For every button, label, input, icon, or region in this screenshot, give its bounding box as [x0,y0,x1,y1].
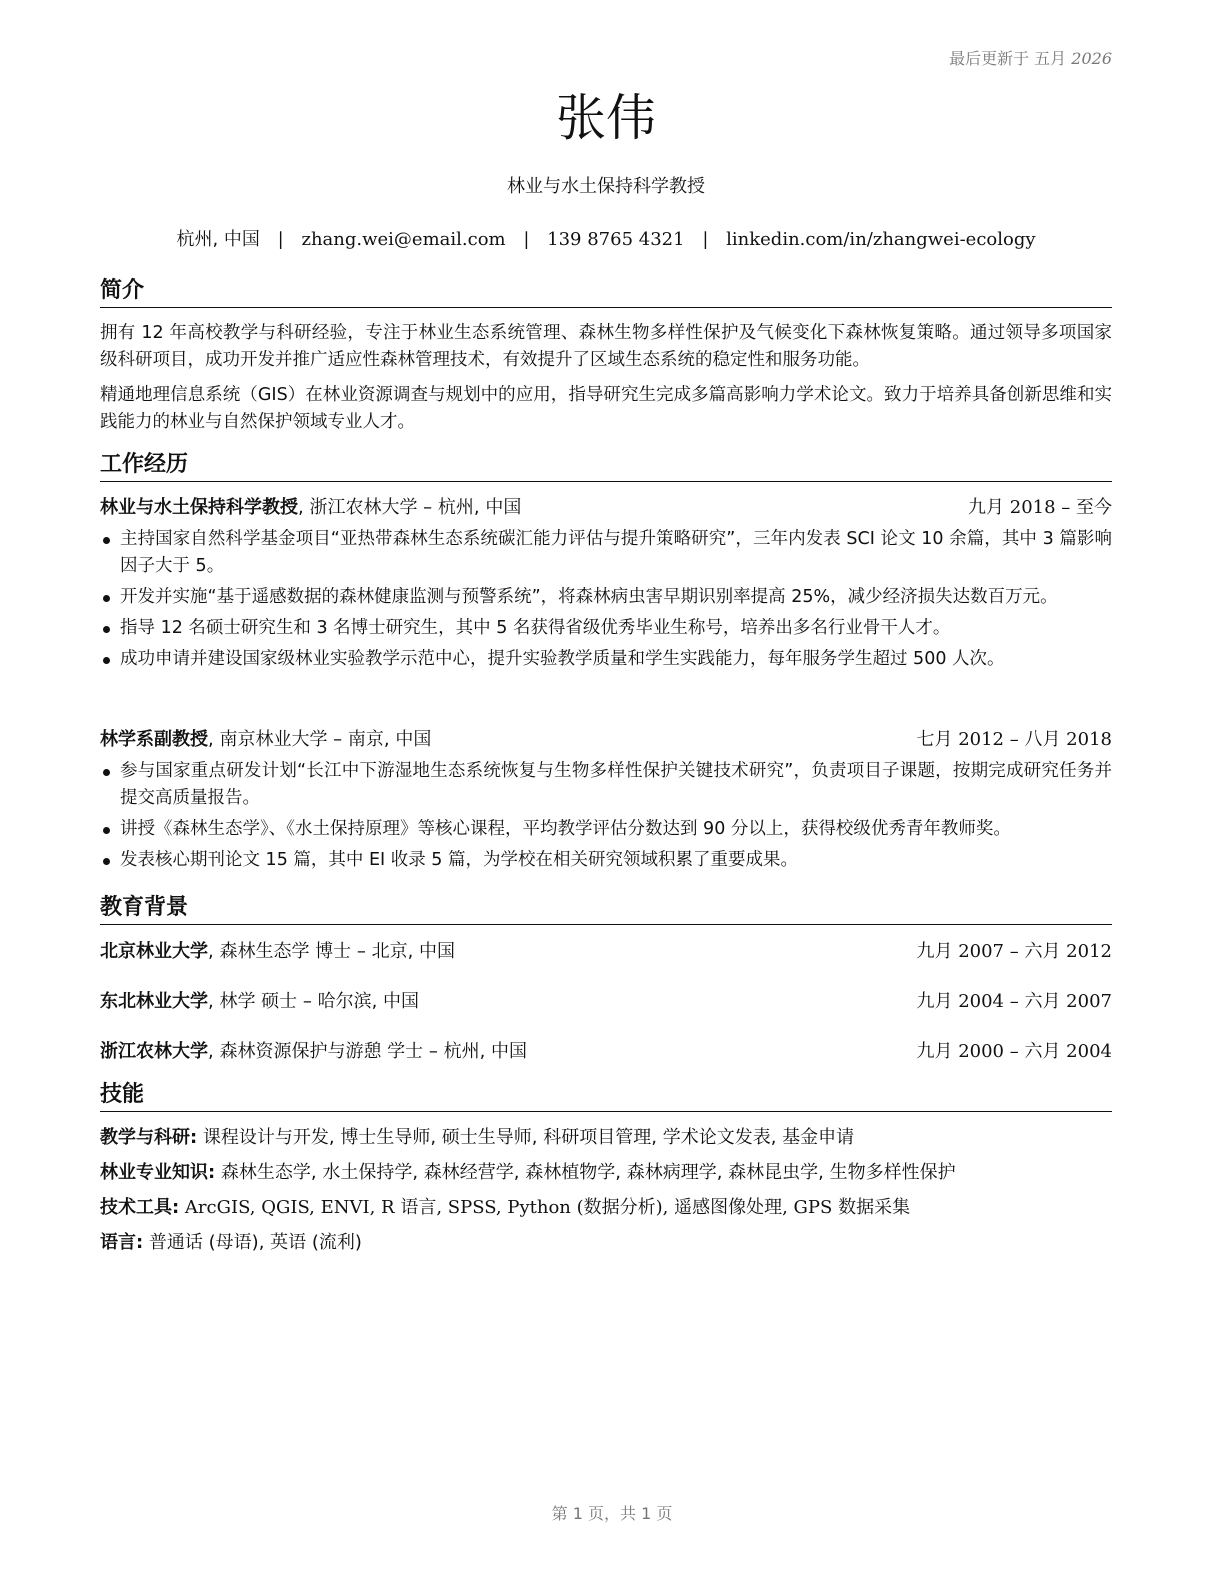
last-updated [949,46,1112,69]
skill-label: 语言: [100,1232,144,1253]
skill-value: 课程设计与开发, 博士生导师, 硕士生导师, 科研项目管理, 学术论文发表, 基金申请 [197,1127,855,1148]
job-bullet [100,646,1112,673]
job-bullets [100,526,1112,677]
education-school-detail [100,939,455,965]
skill-label: 林业专业知识: [100,1162,216,1183]
job-role: 林业与水土保持科学教授 [100,497,298,518]
job-bullet-text: 发表核心期刊论文 15 篇，其中 EI 收录 5 篇，为学校在相关研究领域积累了重要成果。 [120,850,798,870]
bullet-dot [103,827,110,834]
education-school-detail [100,1039,527,1065]
education-dates: 九月 2007 – 六月 2012 [916,941,1112,962]
contact-line [100,225,1112,251]
section-title-education: 教育背景 [100,894,1112,925]
education-item [100,1039,1112,1065]
bullet-dot [103,769,110,776]
job-bullet [100,615,1112,642]
education-item [100,989,1112,1015]
page-number: 第 1 页，共 1 页 [551,1504,673,1523]
job-bullet [100,758,1112,812]
education-school: 浙江农林大学 [100,1041,208,1062]
education-school: 东北林业大学 [100,991,208,1012]
bullet-dot [103,626,110,633]
job-dates: 七月 2012 – 八月 2018 [916,729,1112,750]
education-school-detail [100,989,419,1015]
contact-email-link[interactable]: zhang.wei@email.com [301,229,506,250]
section-title-summary: 简介 [100,277,1112,308]
contact-linkedin-link[interactable]: linkedin.com/in/zhangwei-ecology [726,229,1036,250]
skill-value: 森林生态学, 水土保持学, 森林经营学, 森林植物学, 森林病理学, 森林昆虫学, 生物多样性保护 [215,1162,956,1183]
education-detail: , 森林资源保护与游憩 学士 – 杭州, 中国 [208,1041,528,1062]
job-header [100,495,1112,521]
job-header [100,727,1112,753]
job-role-org [100,495,521,521]
skill-line [100,1195,1112,1221]
last-updated-prefix: 最后更新于 五月 [949,49,1067,68]
education-dates: 九月 2000 – 六月 2004 [916,1041,1112,1062]
job-bullet-text: 参与国家重点研发计划“长江中下游湿地生态系统恢复与生物多样性保护关键技术研究”，负责项目子课题，按期完成研究任务并提交高质量报告。 [120,761,1112,808]
job-bullet-text: 开发并实施“基于遥感数据的森林健康监测与预警系统”，将森林病虫害早期识别率提高 25%，减少经济损失达数百万元。 [120,587,1058,607]
job-bullet-text: 讲授《森林生态学》、《水土保持原理》等核心课程，平均教学评估分数达到 90 分以上，获得校级优秀青年教师奖。 [120,819,1011,839]
section-title-experience: 工作经历 [100,451,1112,482]
summary-paragraph: 拥有 12 年高校教学与科研经验，专注于林业生态系统管理、森林生物多样性保护及气候变化下森林恢复策略。通过领导多项国家级科研项目，成功开发并推广适应性森林管理技术，有效提升了区域生态系统的稳定性和服务功能。 [100,323,1112,370]
education-school: 北京林业大学 [100,941,208,962]
job-role-org [100,727,431,753]
candidate-name: 张伟 [556,89,656,147]
bullet-dot [103,595,110,602]
job-role: 林学系副教授 [100,729,208,750]
education-detail: , 森林生态学 博士 – 北京, 中国 [208,941,456,962]
job-bullet [100,526,1112,580]
contact-separator: | [277,229,284,250]
education-dates: 九月 2004 – 六月 2007 [916,991,1112,1012]
job-org: , 南京林业大学 – 南京, 中国 [208,729,432,750]
job-bullet-text: 主持国家自然科学基金项目“亚热带森林生态系统碳汇能力评估与提升策略研究”，三年内发表 SCI 论文 10 余篇，其中 3 篇影响因子大于 5。 [120,529,1112,576]
contact-phone: 139 8765 4321 [547,229,685,250]
education-detail: , 林学 硕士 – 哈尔滨, 中国 [208,991,420,1012]
section-title-skills: 技能 [100,1081,1112,1112]
bullet-dot [103,657,110,664]
summary-paragraph: 精通地理信息系统（GIS）在林业资源调查与规划中的应用，指导研究生完成多篇高影响力学术论文。致力于培养具备创新思维和实践能力的林业与自然保护领域专业人才。 [100,385,1112,432]
skill-line [100,1160,1112,1186]
skill-label: 技术工具: [100,1197,180,1218]
contact-separator: | [702,229,709,250]
skill-line [100,1230,1112,1256]
job-bullets [100,758,1112,878]
last-updated-year: 2026 [1071,49,1112,68]
skill-line [100,1125,1112,1151]
bullet-dot [103,858,110,865]
candidate-headline: 林业与水土保持科学教授 [507,176,705,197]
contact-separator: | [523,229,530,250]
job-bullet-text: 指导 12 名硕士研究生和 3 名博士研究生，其中 5 名获得省级优秀毕业生称号，培养出多名行业骨干人才。 [120,618,951,638]
education-item [100,939,1112,965]
job-bullet [100,847,1112,874]
job-bullet [100,584,1112,611]
skill-value: ArcGIS, QGIS, ENVI, R 语言, SPSS, Python (数据分析), 遥感图像处理, GPS 数据采集 [179,1197,911,1218]
job-bullet-text: 成功申请并建设国家级林业实验教学示范中心，提升实验教学质量和学生实践能力，每年服务学生超过 500 人次。 [120,649,1005,669]
job-org: , 浙江农林大学 – 杭州, 中国 [298,497,522,518]
skill-label: 教学与科研: [100,1127,198,1148]
skill-value: 普通话 (母语), 英语 (流利) [143,1232,362,1253]
job-dates: 九月 2018 – 至今 [968,497,1112,518]
job-bullet [100,816,1112,843]
bullet-dot [103,537,110,544]
contact-location: 杭州, 中国 [176,229,260,250]
